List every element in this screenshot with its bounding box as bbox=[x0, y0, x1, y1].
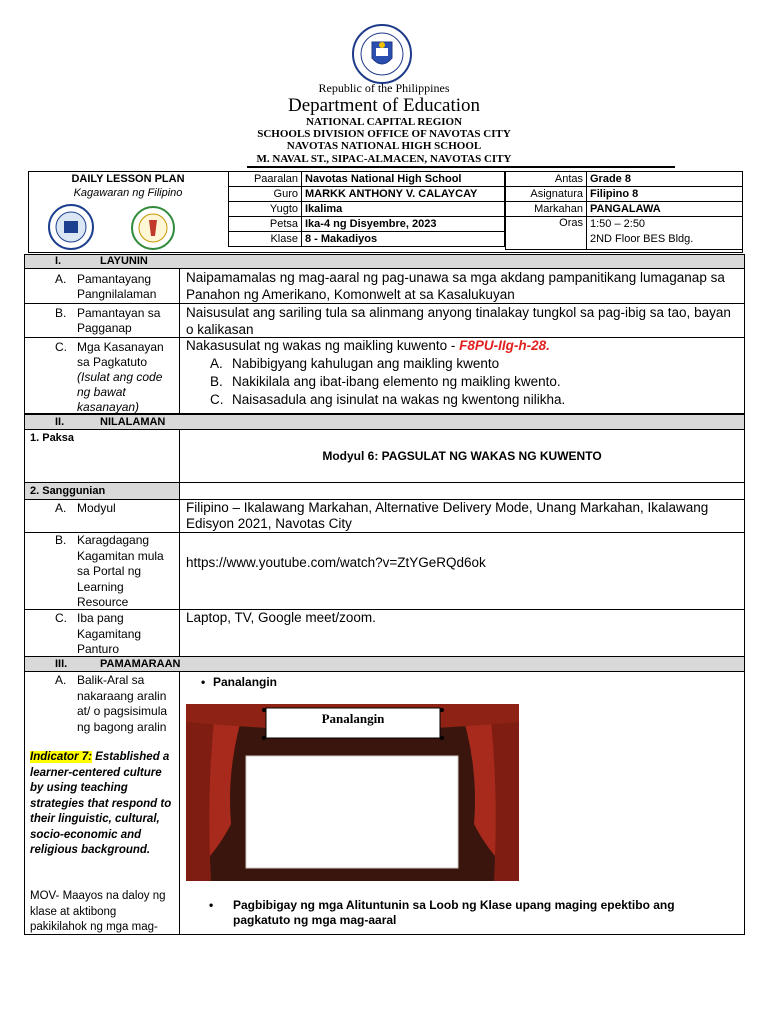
republic-text: Republic of the Philippines bbox=[318, 81, 450, 95]
row-a-text: Naipamamalas ng mag-aaral ng pag-unawa sa mga akdang pampanitikang lumaganap sa Panahon ng Amerikano, Komonwelt at sa Kasalukuyan bbox=[186, 270, 725, 302]
value-paaralan: Navotas National High School bbox=[302, 172, 505, 187]
label-asignatura: Asignatura bbox=[506, 187, 587, 202]
panalangin-slide bbox=[186, 704, 519, 881]
label-klase: Klase bbox=[229, 232, 302, 247]
list-item: Naisasadula ang isinulat na wakas ng kwentong nilikha. bbox=[232, 392, 566, 407]
label-paaralan: Paaralan bbox=[229, 172, 302, 187]
row-c-code: F8PU-IIg-h-28. bbox=[459, 338, 550, 353]
bullet-text: Pagbibigay ng mga Alituntunin sa Loob ng Klase upang maging epektibo ang pagkatuto ng mga mag-aaral bbox=[233, 898, 675, 927]
mov-text: MOV- Maayos na daloy ng klase at aktibong pakikilahok ng mga mag- bbox=[30, 890, 166, 933]
kagamitan-name: Karagdagang Kagamitan mula sa Portal ng Learning Resource bbox=[77, 533, 164, 609]
bullet-text: Panalangin bbox=[213, 675, 278, 689]
iba-letter: C. bbox=[55, 611, 67, 625]
layunin-title: LAYUNIN bbox=[100, 255, 148, 267]
bullet-alituntunin: • Pagbibigay ng mga Alituntunin sa Loob ng Klase upang maging epektibo ang pagkatuto ng mga mag-aaral bbox=[209, 898, 675, 927]
value-room: 2ND Floor BES Bldg. bbox=[590, 233, 694, 245]
plan-subtitle: Kagawaran ng Filipino bbox=[73, 187, 183, 199]
value-antas: Grade 8 bbox=[587, 172, 743, 187]
value-yugto: Ikalima bbox=[302, 202, 505, 217]
layunin-num: I. bbox=[55, 255, 62, 267]
nilalaman-num: II. bbox=[55, 416, 65, 428]
paksa-label: 1. Paksa bbox=[30, 432, 75, 444]
department-title: Department of Education bbox=[287, 95, 481, 116]
iba-name: Iba pang Kagamitang Panturo bbox=[77, 611, 142, 656]
region-text: NATIONAL CAPITAL REGION bbox=[305, 116, 463, 128]
row-c-name-block bbox=[77, 340, 177, 415]
row-a-name: Pamantayang Pangnilalaman bbox=[77, 272, 157, 301]
iba-text: Laptop, TV, Google meet/zoom. bbox=[186, 610, 376, 625]
modyul-text: Filipino – Ikalawang Markahan, Alternative Delivery Mode, Unang Markahan, Ikalawang Edisyon 2021, Navotas City bbox=[186, 500, 709, 531]
value-asignatura: Filipino 8 bbox=[587, 187, 743, 202]
row-b-letter: B. bbox=[55, 306, 67, 320]
balik-name: Balik-Aral sa nakaraang aralin at/ o pagsisimula ng bagong aralin bbox=[77, 673, 168, 734]
slide-title: Panalangin bbox=[321, 711, 385, 726]
plan-title: DAILY LESSON PLAN bbox=[71, 173, 185, 185]
list-item-letter: A. bbox=[210, 356, 223, 371]
indicator-label: Indicator 7: bbox=[30, 751, 92, 763]
paksa-text: Modyul 6: PAGSULAT NG WAKAS NG KUWENTO bbox=[322, 449, 602, 463]
deped-seal bbox=[352, 24, 412, 84]
pamamaraan-num: III. bbox=[55, 658, 68, 670]
label-guro: Guro bbox=[229, 187, 302, 202]
row-c-list bbox=[210, 355, 740, 409]
row-b-text: Naisusulat ang sariling tula sa alinmang anyong tinalakay tungkol sa pag-ibig sa tao, bayan o kalikasan bbox=[186, 305, 731, 337]
value-klase: 8 - Makadiyos bbox=[302, 232, 505, 247]
division-text: SCHOOLS DIVISION OFFICE OF NAVOTAS CITY bbox=[257, 128, 511, 140]
address-text: M. NAVAL ST., SIPAC-ALMACEN, NAVOTAS CITY bbox=[256, 153, 512, 165]
header-rule bbox=[247, 166, 675, 168]
label-oras: Oras bbox=[506, 217, 587, 250]
label-yugto: Yugto bbox=[229, 202, 302, 217]
row-c-main bbox=[186, 337, 742, 354]
list-item-letter: B. bbox=[210, 374, 223, 389]
row-c-text: Nakasusulat ng wakas ng maikling kuwento - bbox=[186, 338, 460, 353]
modyul-name: Modyul bbox=[77, 501, 116, 515]
school-text: NAVOTAS NATIONAL HIGH SCHOOL bbox=[286, 140, 482, 152]
row-a-letter: A. bbox=[55, 272, 67, 286]
kagamitan-letter: B. bbox=[55, 533, 67, 547]
info-table-right bbox=[505, 171, 743, 250]
info-table-left bbox=[228, 171, 505, 247]
indicator-text: Established a learner-centered culture by using teaching strategies that respond to their linguistic, cultural, socio-economic and religious background. bbox=[30, 751, 172, 856]
label-antas: Antas bbox=[506, 172, 587, 187]
kagamitan-text-cell bbox=[179, 532, 745, 610]
value-oras: 1:50 – 2:50 bbox=[590, 218, 646, 230]
value-markahan: PANGALAWA bbox=[587, 202, 743, 217]
school-logo bbox=[47, 204, 95, 250]
label-markahan: Markahan bbox=[506, 202, 587, 217]
row-c-letter: C. bbox=[55, 340, 67, 354]
list-item-letter: C. bbox=[210, 392, 224, 407]
label-petsa: Petsa bbox=[229, 217, 302, 232]
value-petsa: Ika-4 ng Disyembre, 2023 bbox=[302, 217, 505, 232]
nilalaman-title: NILALAMAN bbox=[100, 416, 166, 428]
division-logo bbox=[130, 206, 176, 250]
list-item: Nabibigyang kahulugan ang maikling kwento bbox=[232, 356, 500, 371]
row-c-note: (Isulat ang code ng bawat kasanayan) bbox=[77, 370, 163, 414]
bullet-panalangin: • Panalangin bbox=[201, 675, 278, 689]
modyul-letter: A. bbox=[55, 501, 67, 515]
resource-link[interactable]: https://www.youtube.com/watch?v=ZtYGeRQd6ok bbox=[186, 555, 486, 570]
row-b-name: Pamantayan sa Pagganap bbox=[77, 306, 161, 335]
list-item: Nakikilala ang ibat-ibang elemento ng maikling kwento. bbox=[232, 374, 561, 389]
indicator-block bbox=[30, 750, 175, 859]
row-c-name: Mga Kasanayan sa Pagkatuto bbox=[77, 340, 164, 369]
sanggunian-label: 2. Sanggunian bbox=[30, 485, 106, 497]
pamamaraan-title: PAMAMARAAN bbox=[100, 658, 181, 670]
sanggunian-empty-cell bbox=[179, 482, 745, 500]
balik-letter: A. bbox=[55, 673, 67, 687]
value-guro: MARKK ANTHONY V. CALAYCAY bbox=[302, 187, 505, 202]
